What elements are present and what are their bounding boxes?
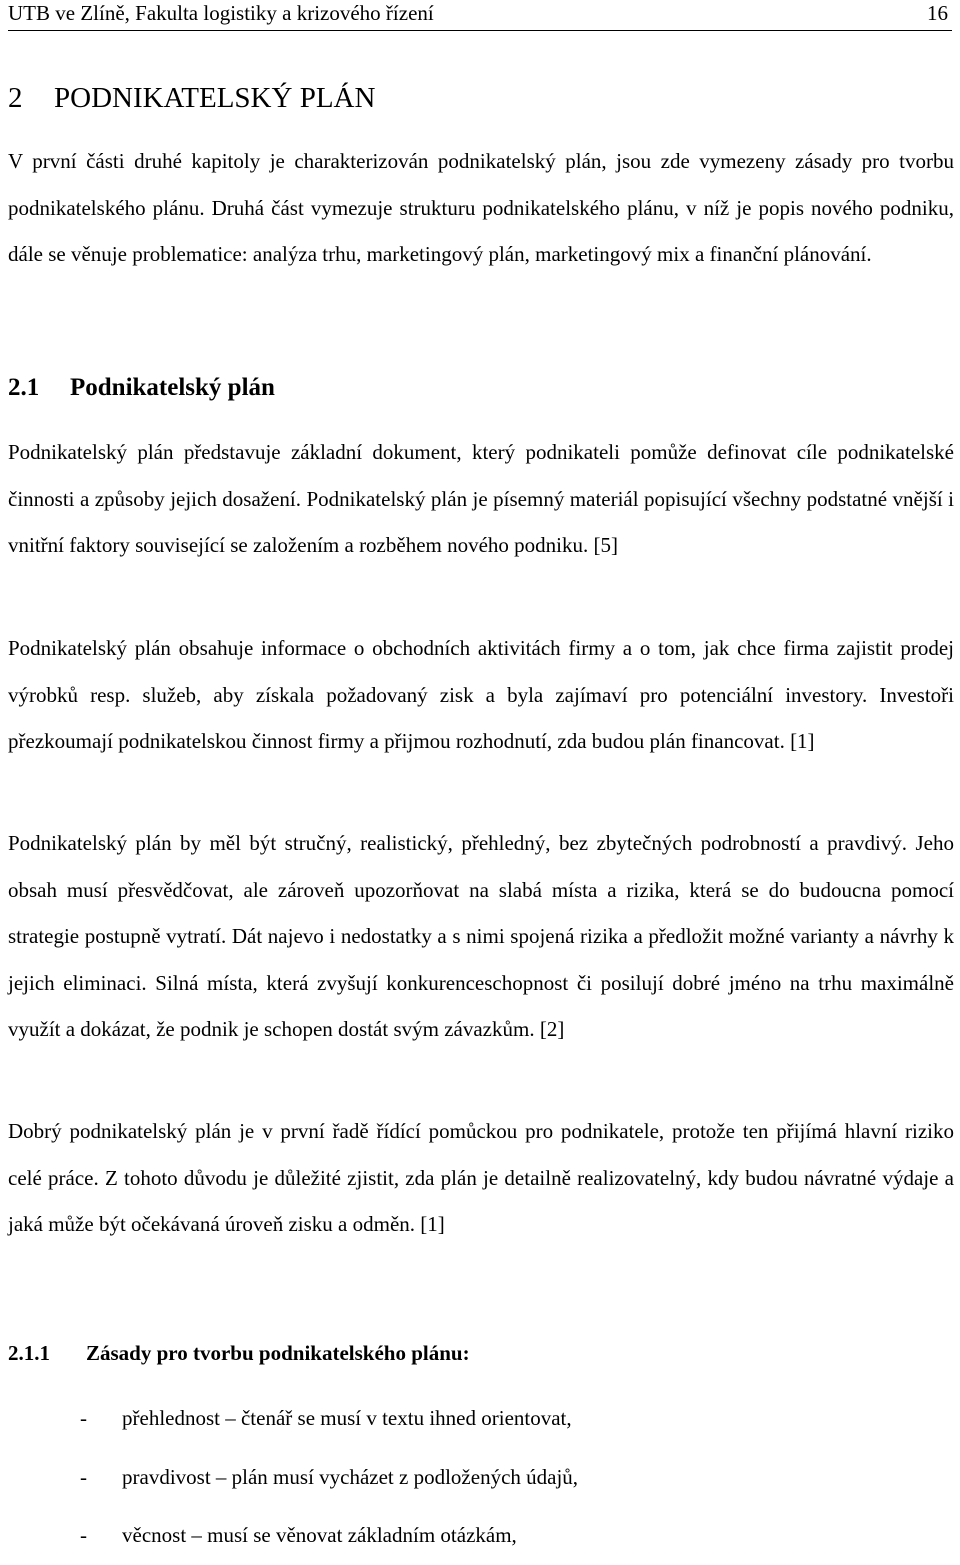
- section-paragraph-3: Podnikatelský plán by měl být stručný, realistický, přehledný, bez zbytečných podrobností a pravdivý. Jeho obsah musí přesvědčovat, ale zároveň upozorňovat na slabá místa a rizika, která se do budoucna pomocí strategie postupně vytratí. Dát najevo i nedostatky a s nimi spojená rizika a předložit možné varianty a návrhy k jejich eliminaci. Silná místa, která zvyšují konkurenceschopnost či posilují dobré jméno na trhu maximálně využít a dokázat, že podnik je schopen dostát svým závazkům. [2]: [8, 831, 954, 1041]
- list-item-text: věcnost – musí se věnovat základním otázkám,: [122, 1523, 517, 1547]
- list-dash: -: [80, 1523, 87, 1547]
- subsection-title: [8, 1334, 470, 1372]
- list-item: [80, 1506, 578, 1565]
- section-number: 2.1: [8, 374, 40, 401]
- section-paragraph-4: Dobrý podnikatelský plán je v první řadě řídící pomůckou pro podnikatele, protože ten přijímá hlavní riziko celé práce. Z tohoto důvodu je důležité zjistit, zda plán je detailně realizovatelný, kdy budou návratné výdaje a jaká může být očekávaná úroveň zisku a odměn. [1]: [8, 1119, 954, 1236]
- section-title-text: Podnikatelský plán: [70, 374, 275, 401]
- section-paragraph-1: Podnikatelský plán představuje základní dokument, který podnikateli pomůže definovat cíle podnikatelské činnosti a způsoby jejich dosažení. Podnikatelský plán je písemný materiál popisující všechny podstatné vnější i vnitřní faktory související se založením a rozběhem nového podniku. [5]: [8, 440, 954, 557]
- list-item-text: přehlednost – čtenář se musí v textu ihned orientovat,: [122, 1406, 572, 1430]
- list-item: [80, 1448, 578, 1507]
- header-institution: UTB ve Zlíně, Fakulta logistiky a krizového řízení: [8, 1, 434, 25]
- subsection-number: 2.1.1: [8, 1341, 50, 1365]
- section-paragraph-2: Podnikatelský plán obsahuje informace o obchodních aktivitách firmy a o tom, jak chce firma zajistit prodej výrobků resp. služeb, aby získala požadovaný zisk a byla zajímaví pro potenciální investory. Investoři přezkoumají podnikatelskou činnost firmy a přijmou rozhodnutí, zda budou plán financovat. [1]: [8, 636, 954, 753]
- list-item-text: pravdivost – plán musí vycházet z podložených údajů,: [122, 1464, 579, 1489]
- chapter-title: [8, 80, 375, 116]
- list-item: [80, 1389, 578, 1448]
- chapter-title-text: PODNIKATELSKÝ PLÁN: [54, 82, 376, 114]
- section-title: [8, 368, 275, 408]
- page-number: 16: [927, 1, 948, 25]
- page-header: [8, 0, 952, 31]
- chapter-number: 2: [8, 82, 23, 114]
- list-dash: -: [80, 1406, 87, 1430]
- subsection-title-text: Zásady pro tvorbu podnikatelského plánu:: [86, 1341, 470, 1365]
- principles-list: [80, 1389, 578, 1565]
- chapter-intro-paragraph: V první části druhé kapitoly je charakterizován podnikatelský plán, jsou zde vymezeny zásady pro tvorbu podnikatelského plánu. Druhá část vymezuje strukturu podnikatelského plánu, v níž je popis nového podniku, dále se věnuje problematice: analýza trhu, marketingový plán, marketingový mix a finanční plánování.: [8, 149, 954, 266]
- list-dash: -: [80, 1464, 87, 1489]
